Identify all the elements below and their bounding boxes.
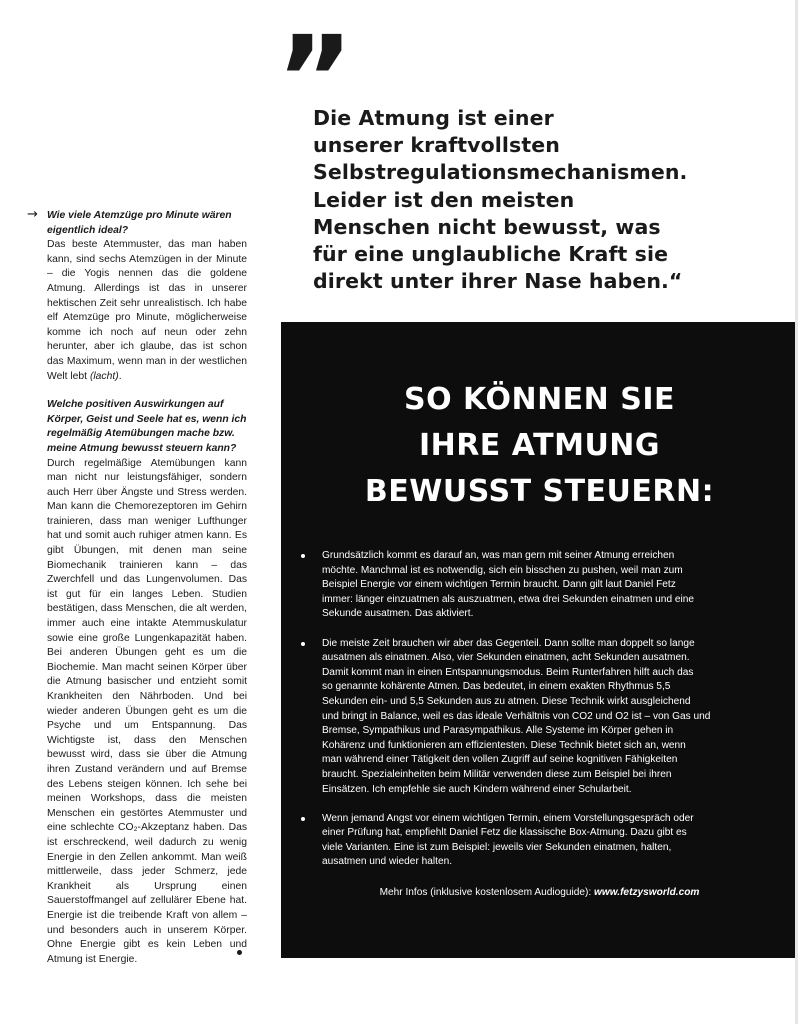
info-box [281, 322, 798, 958]
tip-line: Damit kommt man in einen Entspannungsmodus. Beim Runterfahren hilft auch das [322, 666, 694, 678]
tip-item [301, 812, 751, 870]
tip-line: immer: länger einzuatmen als auszuatmen, etwa drei Sekunden einatmen und eine [322, 593, 695, 605]
tip-line: Wenn jemand Angst vor einem wichtigen Termin, einem Vorstellungsgespräch oder [322, 812, 694, 824]
end-mark-icon [237, 950, 242, 955]
info-box-title-line: BEWUSST STEUERN: [364, 474, 715, 509]
tip-line: Bremse, Sympathikus und Parasympathikus. Alle Systeme im Körper gehen in [322, 725, 674, 737]
tip-line: ausatmen und wieder halten. [322, 856, 453, 868]
tip-line: braucht. Spezialeinheiten beim Militär verwenden diese zum Beispiel bei ihren [322, 768, 672, 780]
more-info-text: Mehr Infos (inklusive kostenlosem Audioguide): [379, 887, 594, 898]
pull-quote-line: für eine unglaubliche Kraft sie [313, 242, 669, 267]
tip-line: Sekunden ein- und 5,5 Sekunden aus zu atmen. Diese Technik wirkt ausgleichend [322, 695, 691, 707]
pull-quote-line: Menschen nicht bewusst, was [313, 214, 661, 239]
info-box-title-line: IHRE ATMUNG [418, 428, 661, 463]
pull-quote-line: unserer kraftvollsten [313, 133, 560, 158]
tip-line: so genannte kohärente Atmen. Das bedeutet, in einem exakten Rhythmus 5,5 [322, 681, 671, 693]
info-box-title-line: SO KÖNNEN SIE [404, 382, 675, 417]
tip-line: ausatmen als einatmen. Also, vier Sekunden einatmen, acht Sekunden ausatmen. [322, 652, 690, 664]
quotation-mark-icon: ” [276, 10, 346, 148]
pull-quote-line: Die Atmung ist einer [313, 106, 554, 130]
interview-question: Welche positiven Auswirkungen auf Körper, Geist und Seele hat es, wenn ich regelmäßig Atemübungen mache bzw. meine Atmung bewusst steuern kann? [47, 399, 247, 454]
interview-question: Wie viele Atemzüge pro Minute wären eigentlich ideal? [47, 210, 232, 236]
tip-line: Die meiste Zeit brauchen wir aber das Gegenteil. Dann sollte man doppelt so lange [322, 637, 695, 649]
pull-quote-line: direkt unter ihrer Nase haben.“ [313, 269, 683, 294]
arrow-right-icon: → [27, 207, 38, 222]
tip-line: möchte. Manchmal ist es notwendig, sich ein bisschen zu pushen, weil man zum [322, 564, 683, 576]
interview-column [47, 209, 247, 981]
interview-answer [47, 238, 247, 384]
tip-line: einer Prüfung hat, empfiehlt Daniel Fetz die klassische Box-Atmung. Dazu gibt es [322, 827, 687, 839]
tip-line: viele Varianten. Eine ist zum Beispiel: jeweils vier Sekunden einatmen, halten, [322, 841, 672, 853]
answer-end: . [118, 370, 122, 382]
pull-quote-line: Leider ist den meisten [313, 187, 575, 212]
more-info [281, 886, 798, 900]
website-link[interactable]: www.fetzysworld.com [594, 887, 700, 898]
interview-answer: Durch regelmäßige Atemübungen kann man nicht nur leistungsfähiger, sondern auch Herr über Ängste und Stress werden. Man kann die Chemorezeptoren im Gehirn trainieren, dass man weniger Lufthunger hat und somit auch ruhiger atmen kann. Es gibt Übungen, mit denen man seine Biomechanik trainieren kann – das Zwerchfell und das Lungenvolumen. Das ist gut für ein langes Leben. Studien bestätigen, dass Menschen, die alt werden, immer auch eine intakte Atemmuskulatur sowie eine große Lungenkapazität haben. Bei anderen Übungen geht es um die Biochemie. Man macht seinen Körper über die Atmung basischer und entzieht somit Krankheiten den Nährboden. Und bei wieder anderen Übungen geht es um die Psyche und um Entspannung. Das Wichtigste ist, dass den Menschen bewusst wird, dass sie über die Atmung ihren Zustand verändern und auf Bremse des Lebens steigen können. Ich sehe bei meinen Workshops, dass die meisten Menschen ein gestörtes Atemmuster und eine schlechte CO₂-Akzeptanz haben. Das ist erschreckend, weil dadurch zu wenig Energie in den Zellen ankommt. Man weiß mittlerweile, dass jeder Schmerz, jede Krankheit als Ursprung einen Sauerstoffmangel auf zellulärer Ebene hat. Energie ist die treibende Kraft von allem – und besonders auch in unserem Körper. Ohne Energie gibt es kein Leben und Atmung ist Energie. [47, 457, 247, 965]
pull-quote [313, 105, 783, 295]
tip-item [301, 549, 751, 622]
answer-aside: (lacht) [89, 370, 119, 382]
tip-item [301, 637, 751, 798]
tip-line: Sekunde ausatmen. Das aktiviert. [322, 608, 474, 620]
bullet-icon [301, 817, 305, 821]
pull-quote-line: Selbstregulationsmechanismen. [313, 160, 688, 185]
tip-line: Grundsätzlich kommt es darauf an, was man gern mit seiner Atmung erreichen [322, 550, 675, 561]
tip-line: Kohärenz und funktionieren am effizientesten. Diese Technik bietet sich an, wenn [322, 739, 686, 751]
info-box-title [281, 377, 798, 515]
tip-line: Beispiel Energie vor einem wichtigen Termin braucht. Dann gilt laut Daniel Fetz [322, 579, 676, 591]
tip-line: man während einer Tätigkeit den vollen Zugriff auf seine kognitiven Fähigkeiten [322, 754, 678, 766]
bullet-icon [301, 642, 305, 646]
tip-line: Einsätzen. Ich empfehle sie auch Kindern während einer Schularbeit. [322, 783, 632, 795]
bullet-icon [301, 554, 305, 558]
tip-line: und bringt in Balance, weil es das ideale Verhältnis von CO2 und O2 ist – von Gas und [322, 710, 711, 722]
answer-text: Das beste Atemmuster, das man haben kann, sind sechs Atemzügen in der Minute – die Yogis nennen das die goldene Atmung. Allerdings ist das in unserer hektischen Zeit sehr unrealistisch. Ich habe elf Atemzüge pro Minute, möglicherweise komme ich noch auf neun oder zehn herunter, aber ich glaube, das ist schon das Maximum, wenn man in der westlichen Welt lebt [47, 239, 247, 382]
tips-list [301, 549, 751, 885]
